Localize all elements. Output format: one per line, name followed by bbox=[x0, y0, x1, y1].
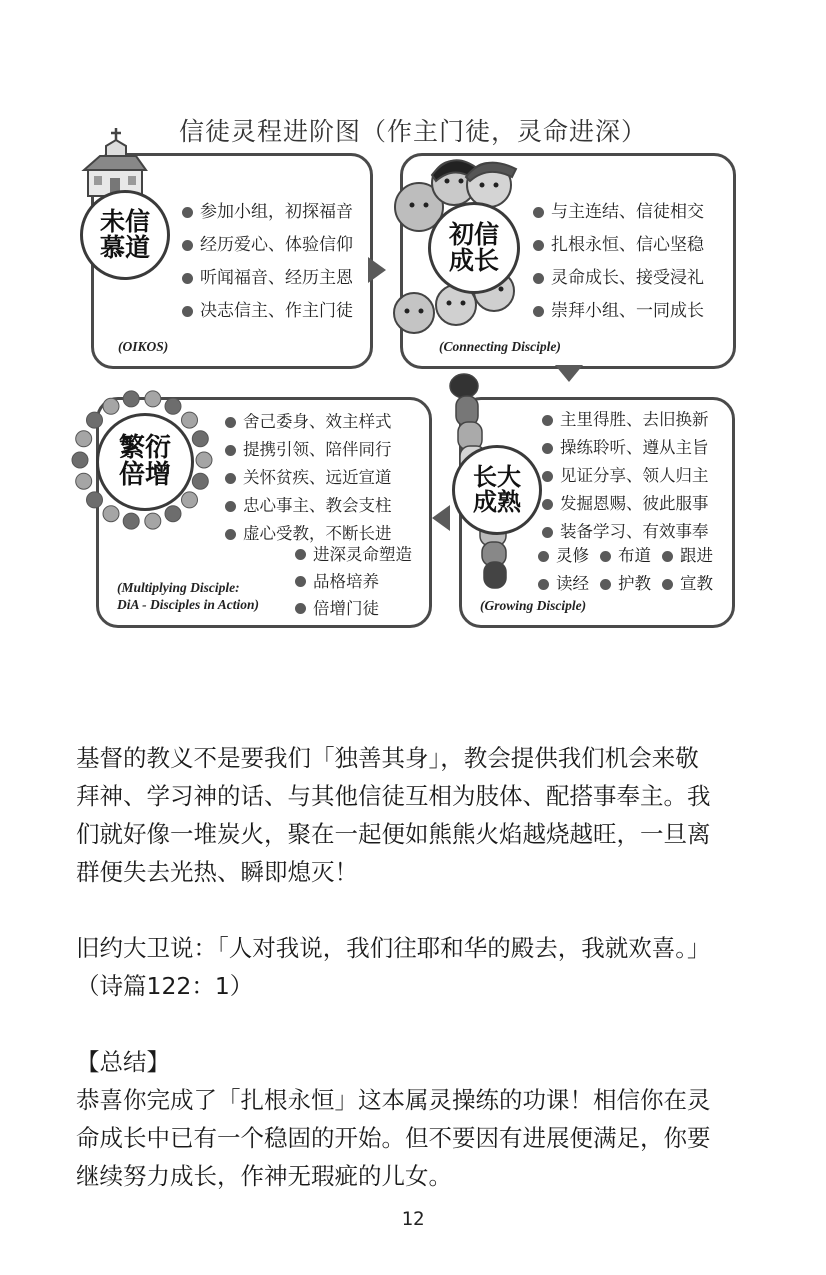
ring-person bbox=[145, 391, 161, 407]
bullet-icon bbox=[600, 579, 611, 590]
stage-item: 装备学习、有效事奉 bbox=[542, 518, 709, 546]
bullet-icon bbox=[542, 443, 553, 454]
arrow-right-icon bbox=[368, 257, 386, 283]
bullet-icon bbox=[542, 499, 553, 510]
bullet-icon bbox=[225, 445, 236, 456]
stage-subitem: 倍增门徒 bbox=[295, 595, 412, 622]
bullet-icon bbox=[542, 471, 553, 482]
arrow-left-icon bbox=[432, 505, 450, 531]
bullet-icon bbox=[533, 273, 544, 284]
practice-item: 护教 bbox=[600, 572, 662, 596]
bullet-icon bbox=[295, 603, 306, 614]
stage-badge-connecting: 初信 成长 bbox=[428, 202, 520, 294]
ring-person bbox=[182, 492, 198, 508]
bullet-icon bbox=[182, 306, 193, 317]
practice-item: 布道 bbox=[600, 544, 662, 568]
stage-item: 与主连结、信徒相交 bbox=[533, 196, 704, 229]
bullet-icon bbox=[538, 551, 549, 562]
bullet-icon bbox=[225, 501, 236, 512]
church-icon bbox=[80, 126, 150, 198]
stage-item: 见证分享、领人归主 bbox=[542, 462, 709, 490]
ring-person bbox=[103, 506, 119, 522]
ring-person bbox=[165, 398, 181, 414]
paragraph: 旧约大卫说：「人对我说，我们往耶和华的殿去，我就欢喜。」 （诗篇122：1） bbox=[76, 934, 711, 1000]
stage-item: 决志信主、作主门徒 bbox=[182, 295, 353, 328]
diagram-title: 信徒灵程进阶图（作主门徒，灵命进深） bbox=[178, 117, 647, 146]
stage-items bbox=[182, 196, 353, 328]
practice-item: 灵修 bbox=[538, 544, 600, 568]
bullet-icon bbox=[182, 240, 193, 251]
practice-grid bbox=[538, 544, 724, 596]
ring-person bbox=[123, 513, 139, 529]
stage-item: 听闻福音、经历主恩 bbox=[182, 262, 353, 295]
bullet-icon bbox=[295, 576, 306, 587]
bullet-icon bbox=[295, 549, 306, 560]
ring-person bbox=[103, 398, 119, 414]
bullet-icon bbox=[542, 527, 553, 538]
stage-items bbox=[225, 408, 392, 548]
practice-item: 跟进 bbox=[662, 544, 724, 568]
bullet-icon bbox=[533, 207, 544, 218]
bullet-icon bbox=[182, 207, 193, 218]
stage-item: 崇拜小组、一同成长 bbox=[533, 295, 704, 328]
ring-person bbox=[123, 391, 139, 407]
bullet-icon bbox=[533, 306, 544, 317]
ring-person bbox=[192, 431, 208, 447]
stage-caption: (OIKOS) bbox=[118, 339, 169, 354]
stage-subitem: 进深灵命塑造 bbox=[295, 541, 412, 568]
stage-item: 灵命成长、接受浸礼 bbox=[533, 262, 704, 295]
stage-caption: (Connecting Disciple) bbox=[439, 339, 561, 354]
stage-items bbox=[533, 196, 704, 328]
bullet-icon bbox=[225, 417, 236, 428]
bullet-icon bbox=[225, 529, 236, 540]
bullet-icon bbox=[600, 551, 611, 562]
page-number: 12 bbox=[401, 1208, 425, 1230]
arrow-down-icon bbox=[555, 365, 583, 382]
stage-subitems bbox=[295, 541, 412, 622]
stage-item: 扎根永恒、信心坚稳 bbox=[533, 229, 704, 262]
practice-item: 读经 bbox=[538, 572, 600, 596]
stage-item: 经历爱心、体验信仰 bbox=[182, 229, 353, 262]
stage-items bbox=[542, 406, 709, 546]
stage-item: 关怀贫疾、远近宣道 bbox=[225, 464, 392, 492]
ring-person bbox=[145, 513, 161, 529]
ring-person bbox=[87, 492, 103, 508]
bullet-icon bbox=[662, 551, 673, 562]
stage-item: 舍己委身、效主样式 bbox=[225, 408, 392, 436]
ring-person bbox=[76, 431, 92, 447]
paragraph: 【总结】 恭喜你完成了「扎根永恒」这本属灵操练的功课！相信你在灵 命成长中已有一个稳固的开始。但不要因有进展便满足，你要 继续努力成长，作神无瑕疵的儿女。 bbox=[76, 1043, 756, 1195]
practice-item: 宣教 bbox=[662, 572, 724, 596]
stage-caption: (Growing Disciple) bbox=[480, 598, 587, 613]
section-heading: 【总结】 bbox=[76, 1048, 170, 1076]
stage-item: 忠心事主、教会支柱 bbox=[225, 492, 392, 520]
stage-item: 虚心受教，不断长进 bbox=[225, 520, 392, 548]
bullet-icon bbox=[182, 273, 193, 284]
stage-subitem: 品格培养 bbox=[295, 568, 412, 595]
stage-item: 参加小组，初探福音 bbox=[182, 196, 353, 229]
ring-person bbox=[182, 412, 198, 428]
stage-caption: (Multiplying Disciple: DiA - Disciples in Action) bbox=[117, 580, 260, 612]
stage-item: 操练聆听、遵从主旨 bbox=[542, 434, 709, 462]
paragraph: 基督的教义不是要我们「独善其身」，教会提供我们机会来敬 拜神、学习神的话、与其他信徒互相为肢体、配搭事奉主。我 们就好像一堆炭火，聚在一起便如熊熊火焰越烧越旺，一旦离 群便失去光热、瞬即熄灭！ bbox=[76, 744, 711, 886]
ring-person bbox=[192, 473, 208, 489]
stage-item: 提携引领、陪伴同行 bbox=[225, 436, 392, 464]
bullet-icon bbox=[225, 473, 236, 484]
stage-badge-seeker: 未信 慕道 bbox=[80, 190, 170, 280]
ring-person bbox=[165, 506, 181, 522]
bullet-icon bbox=[662, 579, 673, 590]
bullet-icon bbox=[538, 579, 549, 590]
stage-badge-growing: 长大 成熟 bbox=[452, 445, 542, 535]
stage-badge-multiplying: 繁衍 倍增 bbox=[96, 413, 194, 511]
bullet-icon bbox=[542, 415, 553, 426]
ring-person bbox=[72, 452, 88, 468]
ring-person bbox=[87, 412, 103, 428]
stage-item: 主里得胜、去旧换新 bbox=[542, 406, 709, 434]
ring-person bbox=[76, 473, 92, 489]
ring-person bbox=[196, 452, 212, 468]
stage-item: 发掘恩赐、彼此服事 bbox=[542, 490, 709, 518]
bullet-icon bbox=[533, 240, 544, 251]
